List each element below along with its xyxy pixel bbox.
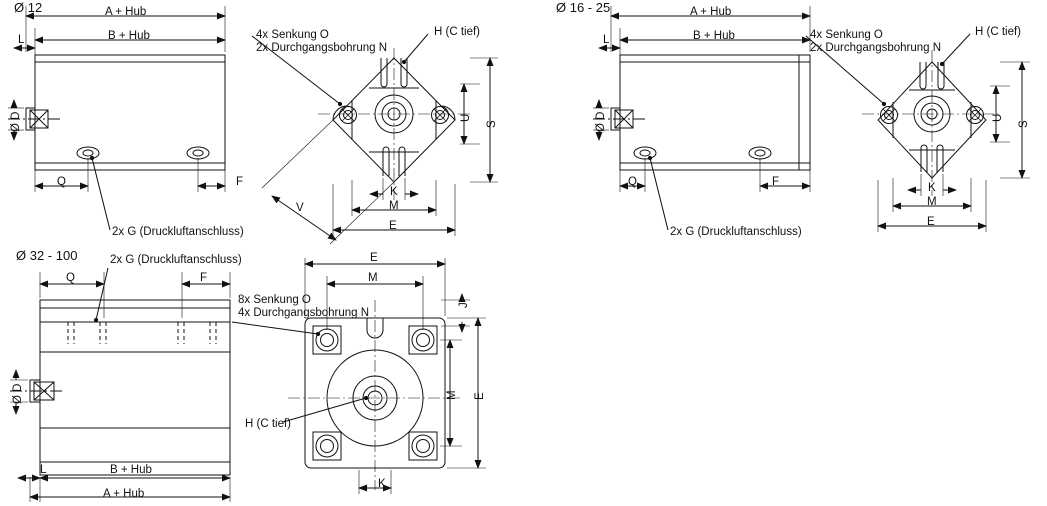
dim-j-d32: J bbox=[458, 302, 470, 308]
note-durchgangsbohrung-d32: 4x Durchgangsbohrung N bbox=[238, 307, 370, 319]
dim-diameter-d16: Ø D bbox=[595, 111, 607, 132]
dim-m-d16: M bbox=[927, 196, 937, 208]
note-senkung-d32: 8x Senkung O bbox=[238, 294, 311, 306]
dim-a-hub-d32: A + Hub bbox=[103, 488, 145, 500]
note-h-tief-d12: H (C tief) bbox=[434, 26, 480, 38]
dim-e-right-d32: E bbox=[474, 392, 486, 400]
note-durchgangsbohrung-d12: 2x Durchgangsbohrung N bbox=[256, 42, 388, 54]
dim-s-d12: S bbox=[486, 120, 498, 128]
note-senkung-d16: 4x Senkung O bbox=[810, 29, 883, 41]
dim-q-d32: Q bbox=[66, 272, 75, 284]
dim-a-hub-d16: A + Hub bbox=[690, 6, 732, 18]
dim-l-d32: L bbox=[40, 464, 47, 476]
panel-d16-25-front-view bbox=[806, 34, 1030, 232]
note-senkung-d12: 4x Senkung O bbox=[256, 29, 329, 41]
panel-title-d32-100: Ø 32 - 100 bbox=[16, 248, 78, 263]
dim-f-d12: F bbox=[236, 176, 244, 188]
dim-m-top-d32: M bbox=[368, 272, 378, 284]
dim-k-d32: K bbox=[378, 478, 386, 490]
note-durchgangsbohrung-d16: 2x Durchgangsbohrung N bbox=[810, 42, 942, 54]
dim-s-d16: S bbox=[1018, 120, 1030, 128]
note-g-port-d16: 2x G (Druckluftanschluss) bbox=[670, 226, 802, 238]
dim-e-d16: E bbox=[927, 216, 935, 228]
panel-title-d16-25: Ø 16 - 25 bbox=[556, 0, 611, 15]
dim-m-right-d32: M bbox=[446, 390, 458, 400]
dim-k-d12: K bbox=[390, 186, 398, 198]
dim-b-hub-d32: B + Hub bbox=[110, 464, 152, 476]
dim-f-d32: F bbox=[200, 272, 208, 284]
dim-u-d16: U bbox=[992, 113, 1004, 122]
dim-m-d12: M bbox=[389, 200, 399, 212]
note-h-tief-d32: H (C tief) bbox=[245, 418, 291, 430]
dim-b-hub-d12: B + Hub bbox=[108, 30, 150, 42]
note-g-port-d12: 2x G (Druckluftanschluss) bbox=[112, 226, 244, 238]
dim-q-d12: Q bbox=[57, 176, 66, 188]
dim-diameter-d32: Ø D bbox=[12, 383, 24, 404]
dim-e-top-d32: E bbox=[370, 252, 378, 264]
dim-u-d12: U bbox=[460, 113, 472, 122]
dim-b-hub-d16: B + Hub bbox=[693, 30, 735, 42]
dim-q-d16: Q bbox=[628, 176, 637, 188]
note-g-port-d32: 2x G (Druckluftanschluss) bbox=[110, 254, 242, 266]
panel-d12-front-view bbox=[252, 34, 498, 244]
dim-e-d12: E bbox=[389, 220, 397, 232]
dim-a-hub-d12: A + Hub bbox=[105, 6, 147, 18]
dim-l-d16: L bbox=[603, 34, 610, 46]
dim-diameter-d12: Ø D bbox=[10, 111, 22, 132]
note-h-tief-d16: H (C tief) bbox=[975, 26, 1021, 38]
panel-title-d12: Ø 12 bbox=[14, 0, 43, 15]
dim-l-d12: L bbox=[18, 34, 25, 46]
dim-k-d16: K bbox=[928, 182, 936, 194]
dim-f-d16: F bbox=[772, 176, 780, 188]
dim-v-d12: V bbox=[296, 202, 304, 214]
